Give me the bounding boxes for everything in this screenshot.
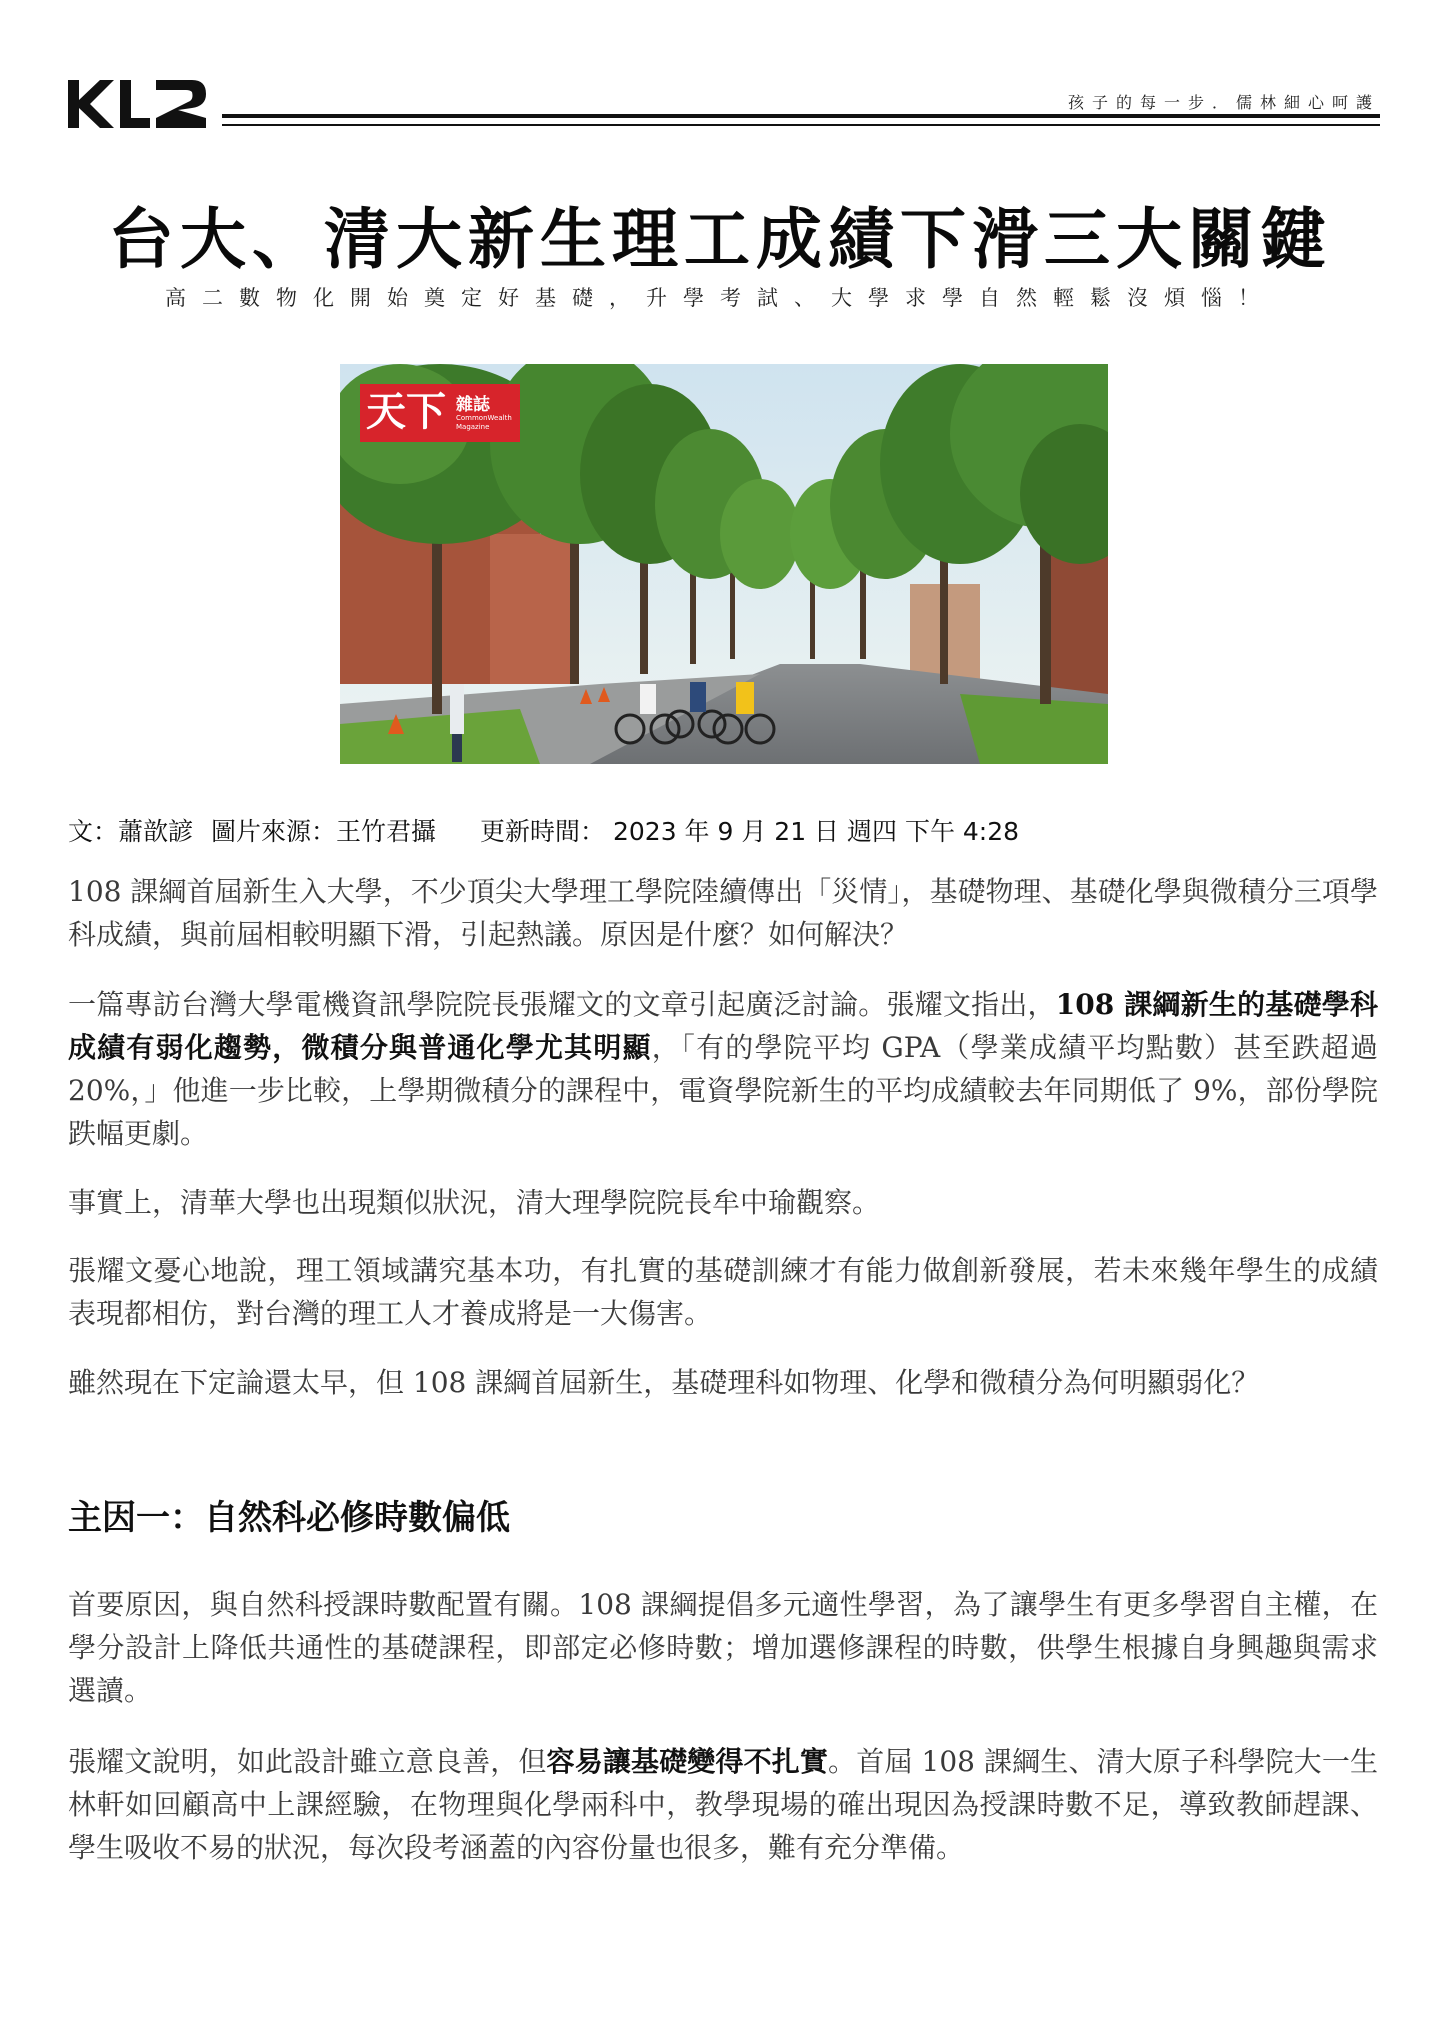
article-photo <box>340 364 1108 764</box>
paragraph-2-rest: ，「有的學院平均 GPA（學業成績平均點數）甚至跌超過 20%，」他進一步比較，上學期微積分的課程中，電資學院新生的平均成績較去年同期低了 9%，部份學院跌幅更劇。 <box>68 1031 1378 1150</box>
article-title: 台大、清大新生理工成績下滑三大關鍵 <box>108 200 1332 278</box>
paragraph-1: 108 課綱首屆新生入大學，不少頂尖大學理工學院陸續傳出「災情」，基礎物理、基礎化學與微積分三項學科成績，與前屆相較明顯下滑，引起熱議。原因是什麼？如何解決？ <box>68 875 1378 951</box>
paragraph-7 <box>68 1740 1378 1869</box>
byline-photo-credit: 圖片來源：王竹君攝 <box>211 817 437 846</box>
article-subtitle: 高二數物化開始奠定好基礎，升學考試、大學求學自然輕鬆沒煩惱！ <box>165 286 1275 310</box>
paragraph-6: 首要原因，與自然科授課時數配置有關。108 課綱提倡多元適性學習，為了讓學生有更多學習自主權，在學分設計上降低共通性的基礎課程，即部定必修時數；增加選修課程的時數，供學生根據自身興趣與需求選讀。 <box>68 1588 1378 1707</box>
section-heading-1: 主因一：自然科必修時數偏低 <box>68 1498 510 1538</box>
commonwealth-badge <box>360 384 520 442</box>
header-rule-thick <box>222 114 1380 118</box>
paragraph-7-lead: 張耀文說明，如此設計雖立意良善，但 <box>68 1745 547 1778</box>
klr-logo <box>68 78 208 130</box>
header-rule-thin <box>222 124 1380 126</box>
header-tagline: 孩子的每一步．儒林細心呵護 <box>1067 93 1380 112</box>
paragraph-4: 張耀文憂心地說，理工領域講究基本功，有扎實的基礎訓練才有能力做創新發展，若未來幾年學生的成績表現都相仿，對台灣的理工人才養成將是一大傷害。 <box>68 1254 1378 1330</box>
paragraph-3: 事實上，清華大學也出現類似狀況，清大理學院院長牟中瑜觀察。 <box>68 1186 881 1219</box>
paragraph-5: 雖然現在下定論還太早，但 108 課綱首屆新生，基礎理科如物理、化學和微積分為何明顯弱化？ <box>68 1366 1260 1399</box>
paragraph-7-emphasis: 容易讓基礎變得不扎實 <box>546 1745 829 1778</box>
byline-updated: 更新時間： 2023 年 9 月 21 日 週四 下午 4:28 <box>480 817 1020 846</box>
byline-author: 文：蕭歆諺 <box>68 817 194 846</box>
badge-big-text: 天下 <box>366 388 446 435</box>
paragraph-2-emphasis: 108 課綱新生的基礎學科成績有弱化趨勢，微積分與普通化學尤其明顯 <box>68 988 1378 1064</box>
badge-small-text: 雜誌 <box>456 395 490 415</box>
paragraph-2-lead: 一篇專訪台灣大學電機資訊學院院長張耀文的文章引起廣泛討論。張耀文指出， <box>68 988 1056 1021</box>
badge-english-text: CommonWealth Magazine <box>456 414 512 431</box>
byline <box>68 812 1037 848</box>
paragraph-2 <box>68 983 1378 1155</box>
paragraph-7-rest: 。首屆 108 課綱生、清大原子科學院大一生林軒如回顧高中上課經驗，在物理與化學兩科中，教學現場的確出現因為授課時數不足，導致教師趕課、學生吸收不易的狀況，每次段考涵蓋的內容份量也很多，難有充分準備。 <box>68 1745 1378 1864</box>
